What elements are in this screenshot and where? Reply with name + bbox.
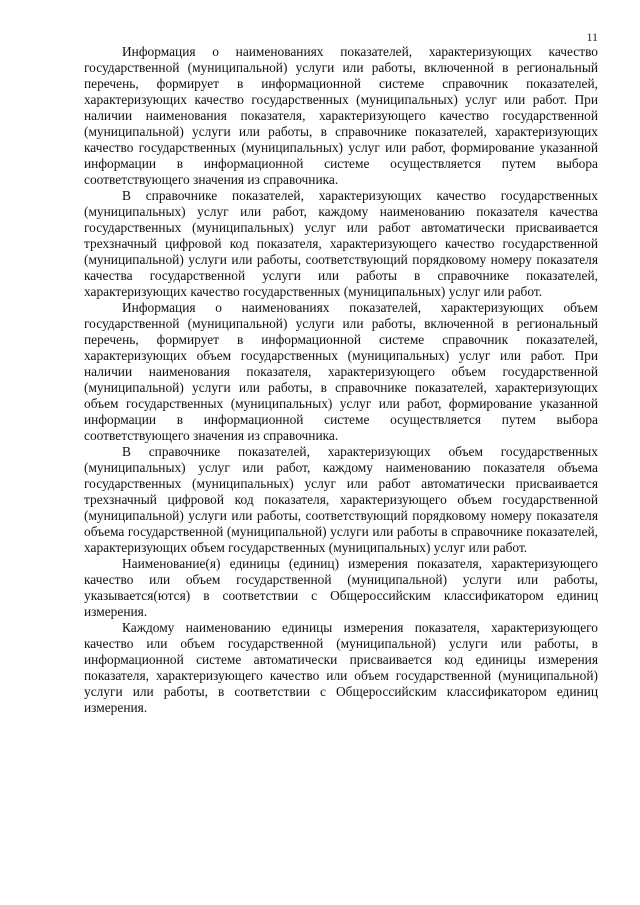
document-body — [84, 44, 598, 716]
page-number: 11 — [586, 30, 598, 44]
paragraph-volume-directory: В справочнике показателей, характеризующих объем государственных (муниципальных) услуг или работ, каждому наименованию показателя объема государственных (муниципальных) услуг или работ автоматически присваивается трехзначный цифровой код показателя, характеризующего объем государственной (муниципальной) услуги или работы, соответствующий порядковому номеру показателя объема государственной (муниципальной) услуги или работы в справочнике показателей, характеризующих объем государственных (муниципальных) услуг или работ. — [84, 444, 598, 555]
paragraph-quality-directory: В справочнике показателей, характеризующих качество государственных (муниципальных) услуг или работ, каждому наименованию показателя качества государственных (муниципальных) услуг или работ автоматически присваивается трехзначный цифровой код показателя, характеризующего качество государственной (муниципальной) услуги или работы, соответствующий порядковому номеру показателя качества государственной услуги или работы в справочнике показателей, характеризующих качество государственных (муниципальных) услуг или работ. — [84, 188, 598, 299]
paragraph-quality-info: Информация о наименованиях показателей, характеризующих качество государственной (муниципальной) услуги или работы, включенной в региональный перечень, формирует в информационной системе справочник показателей, характеризующих качество государственных (муниципальных) услуг или работ. При наличии наименования показателя, характеризующего качество государственной (муниципальной) услуги или работы, в справочнике показателей, характеризующих качество государственных (муниципальных) услуг или работ, формирование указанной информации в информационной системе осуществляется путем выбора соответствующего значения из справочника. — [84, 44, 598, 187]
paragraph-unit-names: Наименование(я) единицы (единиц) измерения показателя, характеризующего качество или объем государственной (муниципальной) услуги или работы, указывается(ются) в соответствии с Общероссийским классификатором единиц измерения. — [84, 556, 598, 619]
paragraph-volume-info: Информация о наименованиях показателей, характеризующих объем государственной (муниципальной) услуги или работы, включенной в региональный перечень, формирует в информационной системе справочник показателей, характеризующих объем государственных (муниципальных) услуг или работ. При наличии наименования показателя, характеризующего объем государственной (муниципальной) услуги или работы, в справочнике показателей, характеризующих объем государственных (муниципальных) услуг или работ, формирование указанной информации в информационной системе осуществляется путем выбора соответствующего значения из справочника. — [84, 300, 598, 443]
paragraph-unit-codes: Каждому наименованию единицы измерения показателя, характеризующего качество или объем государственной (муниципальной) услуги или работы, в информационной системе автоматически присваивается код единицы измерения показателя, характеризующего качество или объем государственной (муниципальной) услуги или работы, в соответствии с Общероссийским классификатором единиц измерения. — [84, 620, 598, 715]
